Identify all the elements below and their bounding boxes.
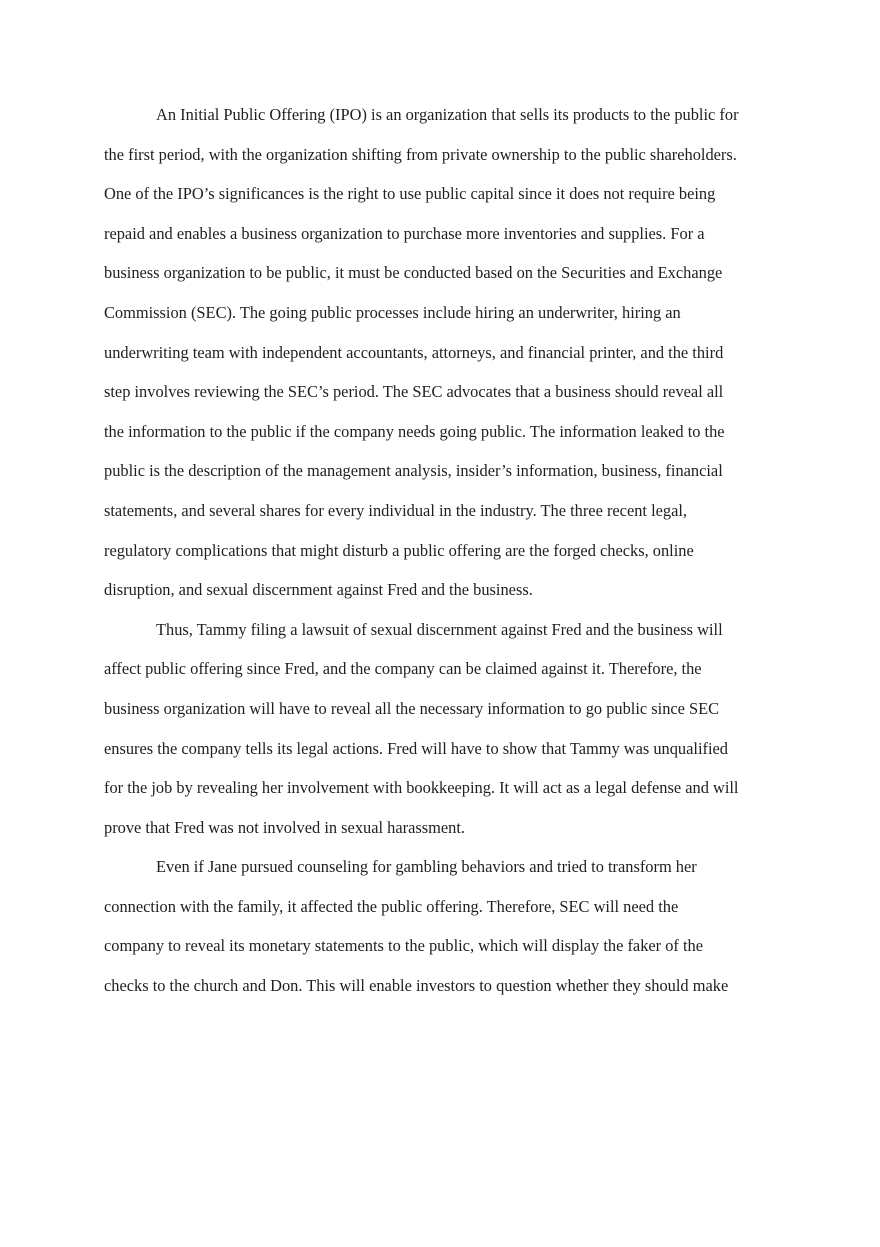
paragraph-3: [104, 847, 776, 1005]
text-line: prove that Fred was not involved in sexual harassment.: [104, 817, 465, 837]
paragraph-1: [104, 95, 776, 610]
text-line: business organization to be public, it must be conducted based on the Securities and Exchange: [104, 263, 723, 283]
body-text: [104, 95, 776, 1006]
text-line: repaid and enables a business organization to purchase more inventories and supplies. For a: [104, 223, 705, 243]
text-line: connection with the family, it affected the public offering. Therefore, SEC will need the: [104, 896, 679, 916]
text-line: statements, and several shares for every individual in the industry. The three recent legal,: [104, 500, 688, 520]
text-line: public is the description of the management analysis, insider’s information, business, financial: [104, 461, 723, 481]
text-line: regulatory complications that might disturb a public offering are the forged checks, online: [104, 540, 694, 560]
text-line: underwriting team with independent accountants, attorneys, and financial printer, and the third: [104, 342, 724, 362]
text-line: business organization will have to reveal all the necessary information to go public since SEC: [104, 698, 720, 718]
text-line: step involves reviewing the SEC’s period. The SEC advocates that a business should reveal all: [104, 382, 724, 402]
text-line: An Initial Public Offering (IPO) is an organization that sells its products to the public for: [156, 105, 739, 124]
paragraph-2: [104, 610, 776, 848]
text-line: affect public offering since Fred, and the company can be claimed against it. Therefore, the: [104, 659, 702, 679]
text-line: the first period, with the organization shifting from private ownership to the public shareholders.: [104, 144, 737, 164]
text-line: disruption, and sexual discernment against Fred and the business.: [104, 580, 533, 600]
text-line: company to reveal its monetary statements to the public, which will display the faker of the: [104, 936, 704, 956]
text-line: Thus, Tammy filing a lawsuit of sexual discernment against Fred and the business will: [156, 619, 723, 639]
text-line: the information to the public if the company needs going public. The information leaked to the: [104, 421, 725, 441]
text-line: ensures the company tells its legal actions. Fred will have to show that Tammy was unqualified: [104, 738, 728, 758]
text-line: One of the IPO’s significances is the right to use public capital since it does not require being: [104, 184, 716, 204]
text-line: checks to the church and Don. This will enable investors to question whether they should make: [104, 976, 729, 996]
text-line: for the job by revealing her involvement with bookkeeping. It will act as a legal defense and will: [104, 778, 739, 798]
text-line: Even if Jane pursued counseling for gambling behaviors and tried to transform her: [156, 857, 697, 877]
text-line: Commission (SEC). The going public processes include hiring an underwriter, hiring an: [104, 302, 681, 322]
